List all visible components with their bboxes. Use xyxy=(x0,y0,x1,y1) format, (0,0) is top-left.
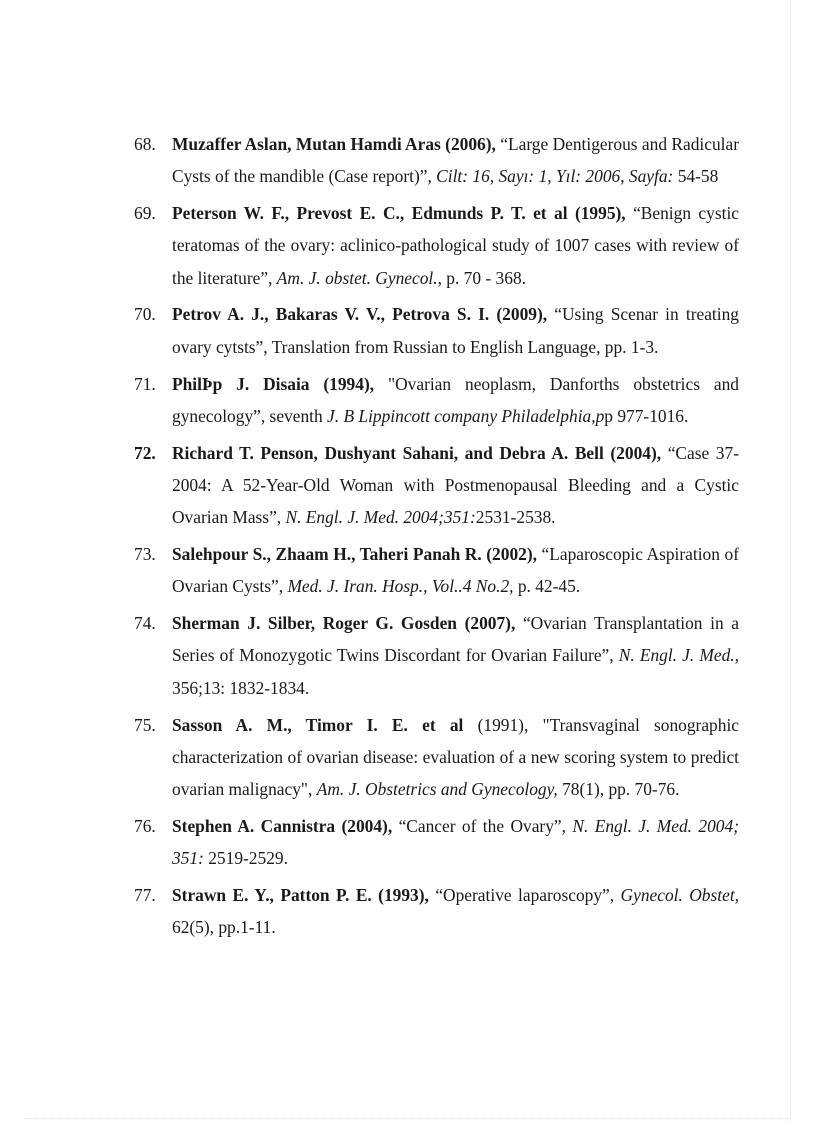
reference-authors: Salehpour S., Zhaam H., Taheri Panah R. (2002), xyxy=(172,544,537,565)
reference-pages: 2531-2538. xyxy=(475,507,556,528)
reference-authors: Strawn E. Y., Patton P. E. (1993), xyxy=(172,885,429,906)
reference-number: 70. xyxy=(134,304,156,325)
reference-authors: Stephen A. Cannistra (2004), xyxy=(172,815,393,836)
reference-number: 77. xyxy=(134,885,156,906)
reference-item xyxy=(0,607,739,704)
reference-number: 73. xyxy=(134,544,156,565)
reference-title: (1991), "Transvaginal sonographic characterization of ovarian disease: evaluation of a new scoring system to predict ovarian malignacy", xyxy=(172,714,739,800)
reference-item xyxy=(0,538,739,603)
reference-title: “Case 37-2004: A 52-Year-Old Woman with Postmenopausal Bleeding and a Cystic Ovarian Mass”, xyxy=(172,442,739,528)
reference-number: 72. xyxy=(134,442,156,463)
reference-item xyxy=(0,298,739,363)
reference-authors: Muzaffer Aslan, Mutan Hamdi Aras (2006), xyxy=(172,134,496,154)
reference-title: “Ovarian Transplantation in a Series of Monozygotic Twins Discordant for Ovarian Failure”, xyxy=(172,613,739,666)
reference-source: N. Engl. J. Med. 2004; 351: xyxy=(172,815,739,869)
reference-item xyxy=(0,810,739,875)
reference-number: 68. xyxy=(134,134,156,154)
reference-authors: Petrov A. J., Bakaras V. V., Petrova S. I. (2009), xyxy=(172,304,548,325)
reference-number: 75. xyxy=(134,714,156,735)
reference-pages: 2519-2529. xyxy=(203,848,288,869)
reference-pages: 54-58 xyxy=(673,166,719,187)
reference-authors: Richard T. Penson, Dushyant Sahani, and Debra A. Bell (2004), xyxy=(172,442,662,463)
reference-source: Med. J. Iran. Hosp., Vol..4 No.2, xyxy=(287,576,514,597)
reference-item xyxy=(0,368,739,433)
reference-item xyxy=(0,879,739,944)
reference-pages: p 977-1016. xyxy=(604,405,689,426)
reference-authors: PhilÞp J. Disaia (1994), xyxy=(172,373,375,394)
reference-number: 74. xyxy=(134,613,156,634)
reference-list xyxy=(0,128,816,948)
reference-pages: 356;13: 1832-1834. xyxy=(172,677,310,698)
reference-number: 76. xyxy=(134,815,156,836)
reference-title: “Laparoscopic Aspiration of Ovarian Cysts”, xyxy=(172,544,739,597)
reference-authors: Sasson A. M., Timor I. E. et al xyxy=(172,714,464,735)
reference-source: N. Engl. J. Med., xyxy=(618,645,739,666)
reference-item xyxy=(0,197,739,294)
reference-title: "Ovarian neoplasm, Danforths obstetrics and gynecology”, seventh xyxy=(172,373,739,426)
reference-pages: 62(5), pp.1-11. xyxy=(172,917,276,938)
reference-authors: Sherman J. Silber, Roger G. Gosden (2007), xyxy=(172,613,516,634)
reference-pages: , p. 70 - 368. xyxy=(437,267,526,288)
reference-number: 69. xyxy=(134,203,156,224)
reference-source: N. Engl. J. Med. 2004;351: xyxy=(285,507,476,528)
reference-title: “Using Scenar in treating ovary cytsts”, Translation from Russian to English Language, pp. 1-3. xyxy=(172,304,739,357)
reference-source: J. B Lippincott company Philadelphia,p xyxy=(327,405,605,426)
reference-item xyxy=(0,437,739,534)
reference-pages: p. 42-45. xyxy=(513,576,581,597)
reference-source: Am. J. obstet. Gynecol. xyxy=(276,267,438,288)
reference-title: “Benign cystic teratomas of the ovary: aclinico-pathological study of 1007 cases with review of the literature”, xyxy=(172,203,739,288)
reference-item xyxy=(0,709,739,806)
page-bottom-divider xyxy=(26,1118,790,1119)
reference-pages: 78(1), pp. 70-76. xyxy=(557,779,680,800)
reference-authors: Peterson W. F., Prevost E. C., Edmunds P. T. et al (1995), xyxy=(172,203,626,224)
reference-title: “Cancer of the Ovary”, xyxy=(392,815,573,836)
reference-source: Gynecol. Obstet, xyxy=(620,885,740,906)
reference-source: Am. J. Obstetrics and Gynecology, xyxy=(316,779,558,800)
reference-title: “Large Dentigerous and Radicular Cysts of the mandible (Case report)”, xyxy=(172,134,739,187)
reference-source: Cilt: 16, Sayı: 1, Yıl: 2006, Sayfa: xyxy=(436,166,674,187)
reference-title: “Operative laparoscopy”, xyxy=(428,885,621,906)
reference-number: 71. xyxy=(134,373,156,394)
reference-item xyxy=(0,128,739,193)
